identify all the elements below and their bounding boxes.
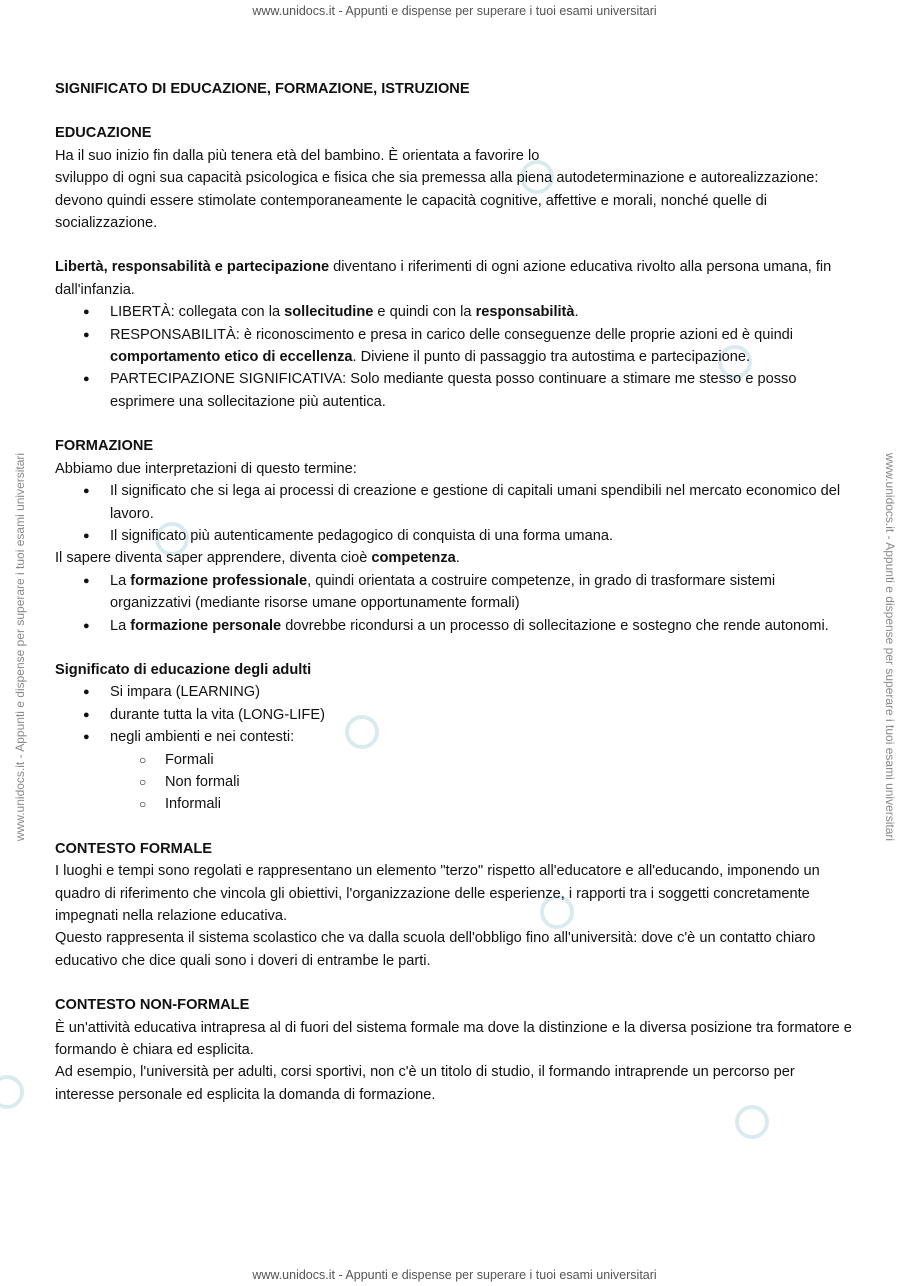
list-item-bold: formazione professionale bbox=[130, 572, 308, 589]
list-item-text: e quindi con la bbox=[373, 304, 476, 321]
sapere-bold: competenza bbox=[371, 550, 456, 567]
list-item bbox=[55, 301, 855, 323]
formazione-list-2 bbox=[55, 570, 855, 637]
watermark-right: www.unidocs.it - Appunti e dispense per superare i tuoi esami universitari bbox=[883, 452, 897, 842]
sapere-text: . bbox=[455, 550, 460, 567]
adulti-heading: Significato di educazione degli adulti bbox=[55, 661, 312, 678]
formale-paragraph-2: Questo rappresenta il sistema scolastico che va dalla scuola dell'obbligo fino all'università: dove c'è un contatto chiaro educativo che dice quali sono i doveri di entrambe le parti. bbox=[55, 930, 816, 969]
sublist-item: ○ Informali bbox=[55, 793, 855, 815]
list-item-bold: responsabilità bbox=[475, 304, 575, 321]
list-item-text: . Diviene il punto di passaggio tra autostima e partecipazione. bbox=[352, 349, 751, 366]
list-item bbox=[55, 368, 855, 413]
educazione-line1: Ha il suo inizio fin dalla più tenera età del bambino. È orientata a favorire lo bbox=[55, 147, 540, 164]
list-item: ● negli ambienti e nei contesti: bbox=[55, 726, 855, 748]
educazione-heading: EDUCAZIONE bbox=[55, 125, 152, 142]
list-item: ● Il significato più autenticamente pedagogico di conquista di una forma umana. bbox=[55, 525, 855, 547]
formale-heading: CONTESTO FORMALE bbox=[55, 840, 213, 857]
educazione-intro-bold: Libertà, responsabilità e partecipazione bbox=[55, 259, 330, 276]
list-item-bold: formazione personale bbox=[130, 617, 282, 634]
list-item bbox=[55, 570, 855, 615]
educazione-paragraph: sviluppo di ogni sua capacità psicologica e fisica che sia premessa alla piena autodeterminazione e autorealizzazione: devono quindi essere stimolate contemporaneamente le capacità cognitive, affettive e morali, nonché quelle di socializzazione. bbox=[55, 170, 819, 232]
nonformale-paragraph-1: È un'attività educativa intrapresa al di fuori del sistema formale ma dove la distinzione e la diversa posizione tra formatore e formando è chiara ed esplicita. bbox=[55, 1019, 852, 1059]
list-item-text: La bbox=[110, 617, 131, 634]
list-item-text: PARTECIPAZIONE SIGNIFICATIVA: Solo mediante questa posso continuare a stimare me stesso e posso esprimere una sollecitazione più autentica. bbox=[110, 371, 797, 410]
watermark-left: www.unidocs.it - Appunti e dispense per superare i tuoi esami universitari bbox=[13, 452, 27, 842]
educazione-list bbox=[55, 301, 855, 413]
list-item-text: LIBERTÀ: collegata con la bbox=[110, 304, 285, 321]
list-item bbox=[55, 324, 855, 369]
unidocs-logo-watermark bbox=[0, 1075, 24, 1109]
list-item-text: dovrebbe ricondursi a un processo di sollecitazione e sostegno che rende autonomi. bbox=[281, 617, 829, 634]
list-item: ● Il significato che si lega ai processi di creazione e gestione di capitali umani spendibili nel mercato economico del lavoro. bbox=[55, 480, 855, 525]
list-item: ● Si impara (LEARNING) bbox=[55, 681, 855, 703]
nonformale-heading: CONTESTO NON-FORMALE bbox=[55, 997, 250, 1014]
list-item-bold: comportamento etico di eccellenza bbox=[110, 349, 353, 366]
adulti-sublist bbox=[55, 749, 855, 816]
list-item-text: RESPONSABILITÀ: è riconoscimento e presa in carico delle conseguenze delle proprie azioni ed è quindi bbox=[110, 326, 794, 343]
list-item: ● durante tutta la vita (LONG-LIFE) bbox=[55, 704, 855, 726]
list-item-text: La bbox=[110, 572, 131, 589]
educazione-intro bbox=[55, 256, 855, 301]
unidocs-logo-watermark bbox=[735, 1105, 769, 1139]
list-item bbox=[55, 615, 855, 637]
list-item-text: , quindi orientata a costruire competenze, in grado di trasformare sistemi organizzativi (mediante risorse umane opportunamente formali) bbox=[110, 572, 776, 612]
sublist-item: ○ Non formali bbox=[55, 771, 855, 793]
watermark-bottom: www.unidocs.it - Appunti e dispense per superare i tuoi esami universitari bbox=[252, 1268, 657, 1282]
educazione-intro-rest: diventano i riferimenti di ogni azione educativa rivolto alla persona umana, fin dall'infanzia. bbox=[55, 259, 832, 298]
adulti-list bbox=[55, 681, 855, 748]
nonformale-paragraph-2: Ad esempio, l'università per adulti, corsi sportivi, non c'è un titolo di studio, il formando intraprende un percorso per interesse personale ed esplicita la domanda di formazione. bbox=[55, 1064, 795, 1103]
document-body bbox=[55, 78, 855, 1106]
sublist-item: ○ Formali bbox=[55, 749, 855, 771]
document-title: SIGNIFICATO DI EDUCAZIONE, FORMAZIONE, ISTRUZIONE bbox=[55, 81, 470, 97]
formazione-heading: FORMAZIONE bbox=[55, 438, 154, 455]
watermark-top: www.unidocs.it - Appunti e dispense per superare i tuoi esami universitari bbox=[252, 4, 657, 18]
sapere-text: Il sapere diventa saper apprendere, diventa cioè bbox=[55, 550, 372, 567]
formale-paragraph-1: I luoghi e tempi sono regolati e rappresentano un elemento "terzo" rispetto all'educatore e all'educando, imponendo un quadro di riferimento che vincola gli obiettivi, l'organizzazione delle esperienze, i rapporti tra i soggetti concretamente impegnati nella relazione educativa. bbox=[55, 863, 820, 924]
formazione-intro: Abbiamo due interpretazioni di questo termine: bbox=[55, 460, 357, 477]
formazione-list-1 bbox=[55, 480, 855, 547]
list-item-bold: sollecitudine bbox=[284, 304, 374, 321]
list-item-text: . bbox=[574, 304, 579, 321]
formazione-sapere bbox=[55, 547, 855, 569]
